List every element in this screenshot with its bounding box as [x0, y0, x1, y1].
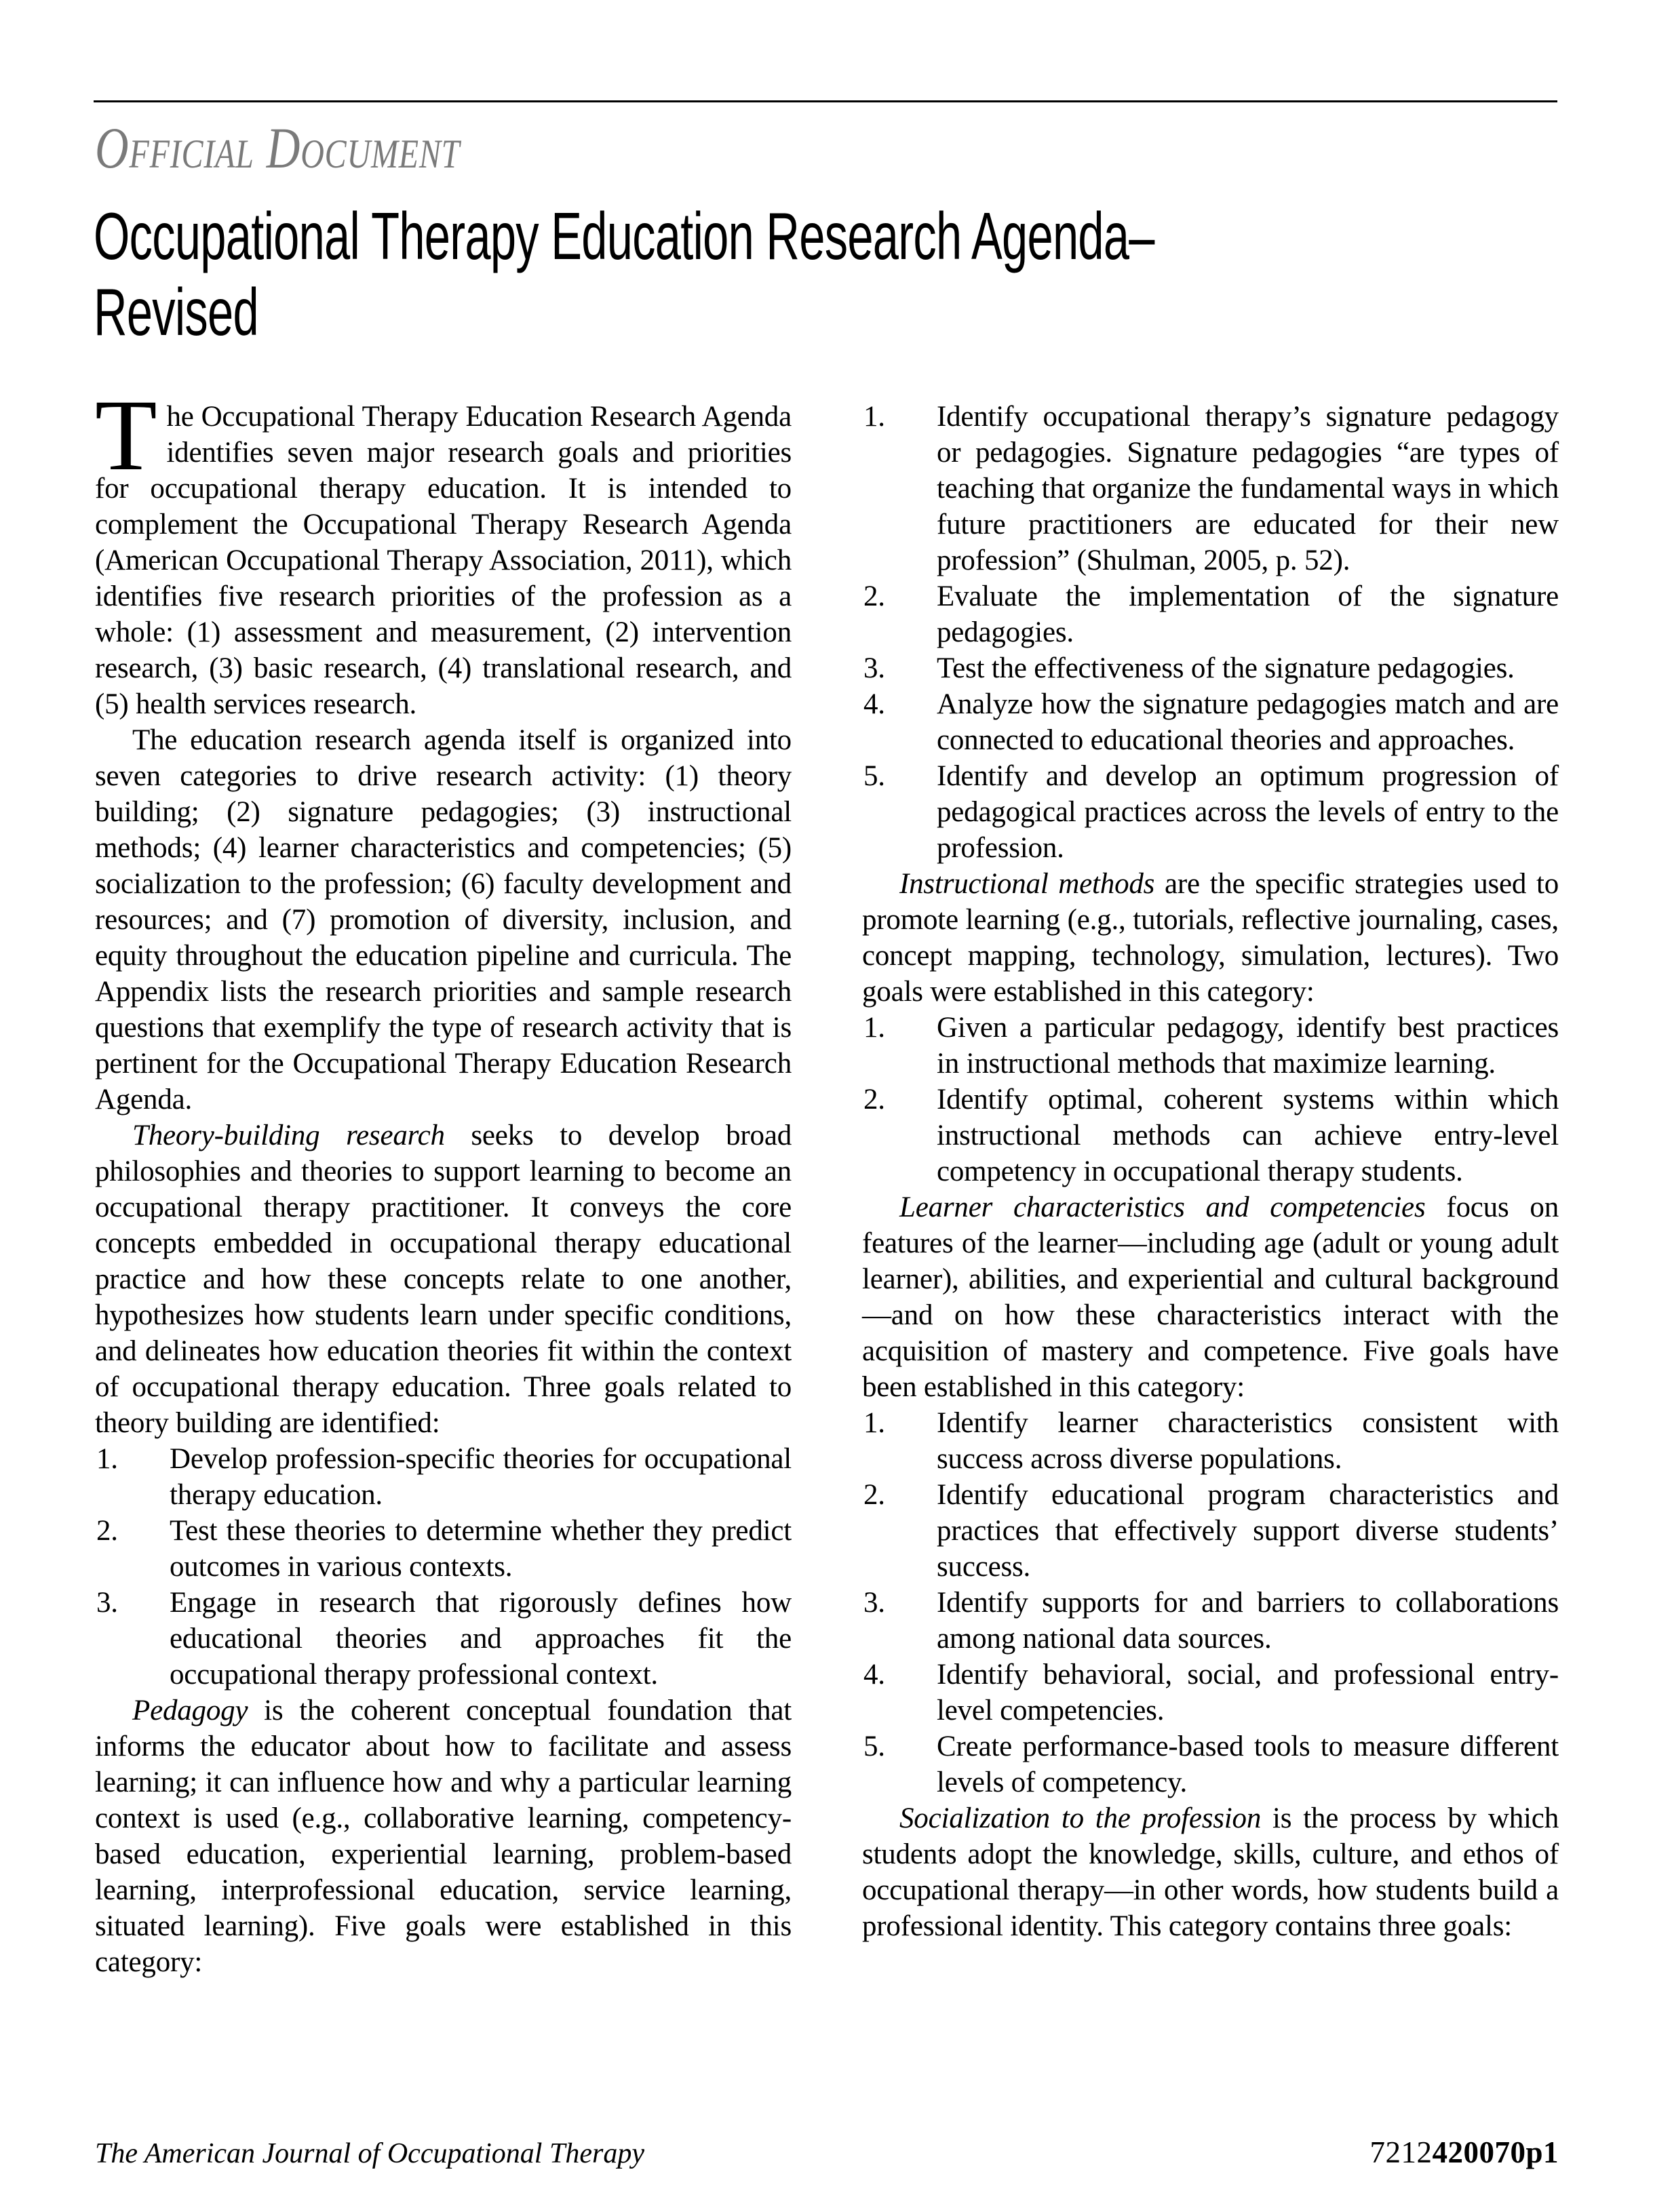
- list-item-number: 3.: [863, 1587, 885, 1619]
- list-item: [862, 650, 1559, 686]
- list-item: [862, 1010, 1559, 1082]
- list-item: [95, 1441, 792, 1513]
- list-item-number: 1.: [863, 1407, 885, 1439]
- list-item-number: 1.: [863, 401, 885, 433]
- paragraph-instructional-methods: [862, 866, 1559, 1010]
- list-item-text: Create performance-based tools to measure different levels of competency.: [937, 1731, 1559, 1798]
- list-item-text: Identify and develop an optimum progression of pedagogical practices across the levels of entry to the profession.: [937, 760, 1559, 864]
- theory-building-lead: Theory-building research: [132, 1120, 445, 1151]
- list-item: [862, 1729, 1559, 1800]
- list-item: [862, 1405, 1559, 1477]
- page-number-volume: 7212: [1369, 2135, 1433, 2169]
- list-item: [95, 1513, 792, 1585]
- instructional-methods-text: are the specific strategies used to promote learning (e.g., tutorials, reflective journaling, cases, concept mapping, technology, simulation, lectures). Two goals were established in this category:: [862, 868, 1559, 1008]
- list-item: [862, 1477, 1559, 1585]
- list-item-text: Test the effectiveness of the signature pedagogies.: [937, 652, 1515, 684]
- socialization-text: is the process by which students adopt the knowledge, skills, culture, and ethos of occupational therapy—in other words, how students build a professional identity. This category contains three goals:: [862, 1802, 1559, 1942]
- list-item-text: Identify behavioral, social, and professional entry-level competencies.: [937, 1659, 1559, 1726]
- list-item-text: Identify occupational therapy’s signature pedagogy or pedagogies. Signature pedagogies “are types of teaching that organize the fundamental ways in which future practitioners are educated for their new profession” (Shulman, 2005, p. 52).: [937, 401, 1559, 576]
- list-item-text: Identify supports for and barriers to collaborations among national data sources.: [937, 1587, 1559, 1655]
- list-item: [862, 578, 1559, 650]
- list-item: [862, 399, 1559, 578]
- list-item-number: 4.: [863, 688, 885, 720]
- paragraph-learner-characteristics: [862, 1189, 1559, 1405]
- learner-characteristics-goals-list: [862, 1405, 1559, 1800]
- article-title-line2: Revised: [94, 275, 258, 349]
- list-item-number: 2.: [863, 580, 885, 612]
- list-item-number: 2.: [863, 1479, 885, 1511]
- paragraph-intro: [95, 379, 792, 722]
- socialization-lead: Socialization to the profession: [899, 1802, 1262, 1834]
- left-column: [95, 379, 792, 1980]
- list-item: [862, 1082, 1559, 1189]
- paragraph-pedagogy: [95, 1693, 792, 1980]
- instructional-methods-goals-list: [862, 1010, 1559, 1189]
- list-item-number: 4.: [863, 1659, 885, 1691]
- list-item-text: Evaluate the implementation of the signature pedagogies.: [937, 580, 1559, 648]
- learner-characteristics-text: focus on features of the learner—including age (adult or young adult learner), abilities, and experiential and cultural background—and on how these characteristics interact with the acquisition of mastery and competence. Five goals have been established in this category:: [862, 1191, 1559, 1403]
- paragraph-intro-text: he Occupational Therapy Education Research Agenda identifies seven major research goals and priorities for occupational therapy education. It is intended to complement the Occupational Therapy Research Agenda (American Occupational Therapy Association, 2011), which identifies five research priorities of the profession as a whole: (1) assessment and measurement, (2) intervention research, (3) basic research, (4) translational research, and (5) health services research.: [95, 401, 792, 720]
- article-title: [94, 198, 1609, 350]
- list-item-text: Identify educational program characteristics and practices that effectively support diverse students’ success.: [937, 1479, 1559, 1583]
- list-item-number: 1.: [863, 1012, 885, 1044]
- right-column: [862, 399, 1559, 1980]
- page-footer: [95, 2135, 1559, 2170]
- list-item-number: 1.: [96, 1443, 118, 1475]
- paragraph-theory-building: [95, 1118, 792, 1441]
- list-item-text: Identify learner characteristics consistent with success across diverse populations.: [937, 1407, 1559, 1475]
- list-item-text: Test these theories to determine whether they predict outcomes in various contexts.: [170, 1515, 792, 1583]
- list-item-text: Analyze how the signature pedagogies match and are connected to educational theories and approaches.: [937, 688, 1559, 756]
- theory-building-text: seeks to develop broad philosophies and theories to support learning to become an occupational therapy practitioner. It conveys the core concepts embedded in occupational therapy educational practice and how these concepts relate to one another, hypothesizes how students learn under specific conditions, and delineates how education theories fit within the context of occupational therapy education. Three goals related to theory building are identified:: [95, 1120, 792, 1439]
- journal-name: The American Journal of Occupational Therapy: [95, 2138, 644, 2169]
- list-item-number: 5.: [863, 1731, 885, 1762]
- list-item: [862, 686, 1559, 758]
- signature-pedagogy-goals-list: [862, 399, 1559, 866]
- list-item-text: Engage in research that rigorously defines how educational theories and approaches fit the occupational therapy professional context.: [170, 1587, 792, 1691]
- learner-characteristics-lead: Learner characteristics and competencies: [899, 1191, 1426, 1223]
- list-item: [862, 758, 1559, 866]
- kicker-text: Official Document: [95, 115, 461, 180]
- page-number: [1369, 2135, 1559, 2170]
- list-item: [862, 1585, 1559, 1657]
- list-item-number: 3.: [96, 1587, 118, 1619]
- list-item-number: 2.: [96, 1515, 118, 1547]
- list-item-number: 3.: [863, 652, 885, 684]
- list-item: [95, 1585, 792, 1693]
- body-columns: [95, 379, 1559, 1980]
- paragraph-categories: The education research agenda itself is organized into seven categories to drive research activity: (1) theory building; (2) signature pedagogies; (3) instructional methods; (4) learner characteristics and competencies; (5) socialization to the profession; (6) faculty development and resources; and (7) promotion of diversity, inclusion, and equity throughout the education pipeline and curricula. The Appendix lists the research priorities and sample research questions that exemplify the type of research activity that is pertinent for the Occupational Therapy Education Research Agenda.: [95, 724, 792, 1115]
- section-kicker: [95, 114, 551, 182]
- instructional-methods-lead: Instructional methods: [899, 868, 1155, 900]
- list-item-number: 2.: [863, 1084, 885, 1115]
- drop-cap: T: [95, 379, 157, 492]
- list-item-number: 5.: [863, 760, 885, 792]
- list-item-text: Develop profession-specific theories for occupational therapy education.: [170, 1443, 792, 1511]
- article-title-line1: Occupational Therapy Education Research Agenda–: [94, 199, 1154, 273]
- list-item-text: Given a particular pedagogy, identify best practices in instructional methods that maximize learning.: [937, 1012, 1559, 1080]
- paragraph-socialization: [862, 1800, 1559, 1944]
- header-rule-divider: [94, 100, 1557, 102]
- pedagogy-lead: Pedagogy: [132, 1695, 248, 1726]
- page-number-article: 420070p1: [1432, 2135, 1559, 2169]
- theory-building-goals-list: [95, 1441, 792, 1693]
- list-item-text: Identify optimal, coherent systems within which instructional methods can achieve entry-level competency in occupational therapy students.: [937, 1084, 1559, 1187]
- pedagogy-text: is the coherent conceptual foundation that informs the educator about how to facilitate and assess learning; it can influence how and why a particular learning context is used (e.g., collaborative learning, competency-based education, experiential learning, problem-based learning, interprofessional education, service learning, situated learning). Five goals were established in this category:: [95, 1695, 792, 1978]
- list-item: [862, 1657, 1559, 1729]
